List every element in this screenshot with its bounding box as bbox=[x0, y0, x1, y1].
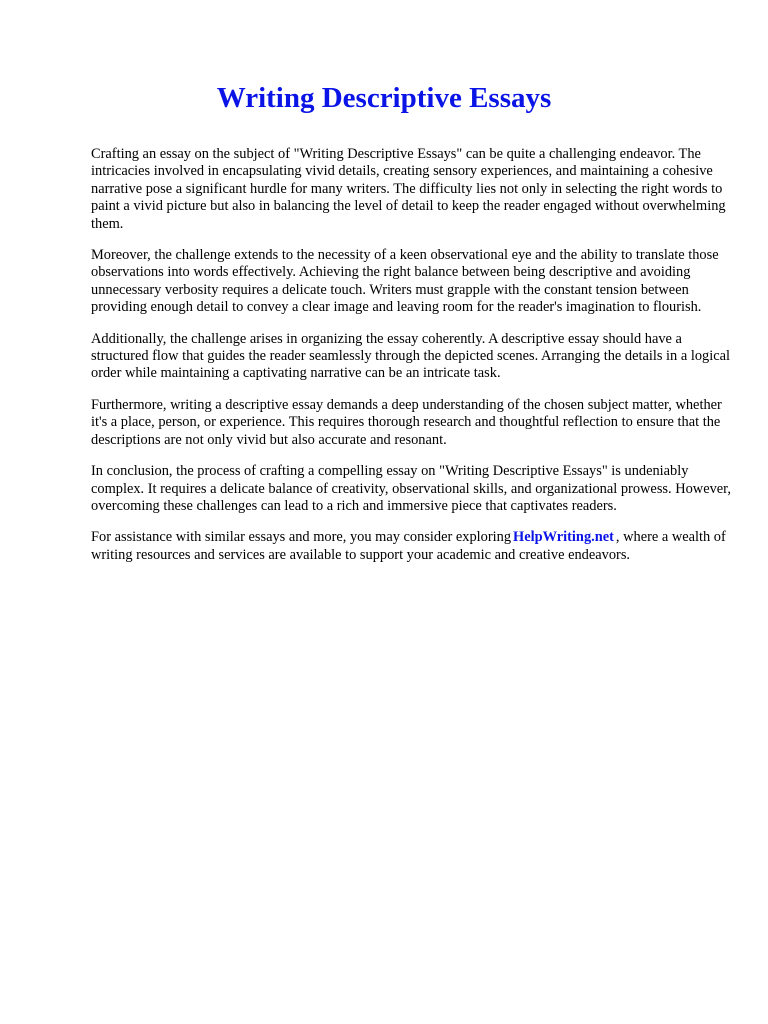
helpwriting-link[interactable]: HelpWriting.net bbox=[513, 529, 614, 546]
page-title: Writing Descriptive Essays bbox=[216, 82, 552, 114]
closing-text-before: For assistance with similar essays and more, you may consider exploring bbox=[91, 529, 512, 546]
closing-text-after: , where a wealth of writing resources and services are available to support your academic and creative endeavors. bbox=[91, 529, 726, 563]
closing-paragraph bbox=[91, 529, 731, 564]
paragraph-4: Furthermore, writing a descriptive essay demands a deep understanding of the chosen subject matter, whether it's a place, person, or experience. This requires thorough research and thoughtful reflection to ensure that the descriptions are not only vivid but also accurate and resonant. bbox=[91, 396, 722, 448]
document-body bbox=[91, 146, 731, 578]
paragraph-3: Additionally, the challenge arises in organizing the essay coherently. A descriptive essay should have a structured flow that guides the reader seamlessly through the depicted scenes. Arranging the details in a logical order while maintaining a captivating narrative can be an intricate task. bbox=[91, 330, 730, 382]
paragraph-2: Moreover, the challenge extends to the necessity of a keen observational eye and the ability to translate those observations into words effectively. Achieving the right balance between being descriptive and avoiding unnecessary verbosity requires a delicate touch. Writers must grapple with the constant tension between providing enough detail to convey a clear image and leaving room for the reader's imagination to flourish. bbox=[91, 247, 719, 316]
paragraph-1: Crafting an essay on the subject of "Writing Descriptive Essays" can be quite a challenging endeavor. The intricacies involved in encapsulating vivid details, creating sensory experiences, and maintaining a cohesive narrative pose a significant hurdle for many writers. The difficulty lies not only in selecting the right words to paint a vivid picture but also in balancing the level of detail to keep the reader engaged without overwhelming them. bbox=[91, 146, 726, 232]
paragraph-5: In conclusion, the process of crafting a compelling essay on "Writing Descriptive Essays" is undeniably complex. It requires a delicate balance of creativity, observational skills, and organizational prowess. However, overcoming these challenges can lead to a rich and immersive piece that captivates readers. bbox=[91, 463, 731, 514]
